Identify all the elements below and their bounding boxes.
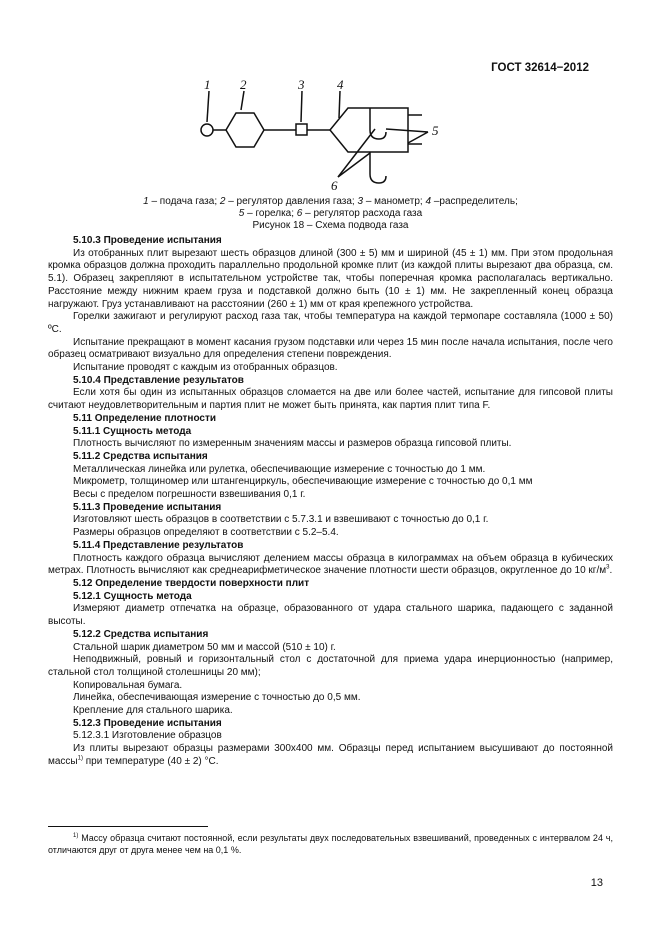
label-1: 1 xyxy=(204,78,211,92)
paragraph: Из плиты вырезают образцы размерами 300x400 мм. Образцы перед испытанием высушивают до постоянной массы$^{1)}$ при температуре (40 ± 2) °С. xyxy=(48,743,613,767)
section-heading: 5.12.2 Средства испытания xyxy=(73,628,209,640)
label-5: 5 xyxy=(432,123,439,138)
subsection-title: 5.12.3.1 Изготовление образцов xyxy=(73,730,222,742)
section-heading: 5.11.4 Представление результатов xyxy=(73,539,244,551)
paragraph: Неподвижный, ровный и горизонтальный стол с достаточной для приема удара инерционностью (например, стальной стол толщиной столешницы 20 мм); xyxy=(48,654,613,678)
list-item: Весы с пределом погрешности взвешивания 0,1 г. xyxy=(73,489,306,501)
section-heading: 5.10.3 Проведение испытания xyxy=(73,235,222,246)
section-heading: 5.12.3 Проведение испытания xyxy=(73,717,222,729)
gas-supply-symbol xyxy=(201,124,213,136)
paragraph: Плотность каждого образца вычисляют делением массы образца в килограммах на объем образца в кубических метрах. Плотность вычисляют как среднеарифметическое значение плотности шести образцов, округленное до 10 $кг/м^3$. xyxy=(48,552,613,577)
list-item: Стальной шарик диаметром 50 мм и массой (510 ± 10) г. xyxy=(73,641,336,653)
footnote-separator xyxy=(48,826,208,827)
section-heading: 5.10.4 Представление результатов xyxy=(73,374,244,386)
label-5-leader-a xyxy=(386,129,428,132)
footnote-text: Массу образца считают постоянной, если результаты двух последовательных взвешиваний, проведенных с интервалом 24 ч, отличаются друг от друга менее чем на 0,1 %. xyxy=(48,833,613,855)
footnote xyxy=(48,832,613,856)
label-1-leader xyxy=(207,91,209,122)
section-heading: 5.11.3 Проведение испытания xyxy=(73,501,222,513)
label-5-leader-b xyxy=(408,132,428,143)
burner-upper xyxy=(370,108,386,139)
paragraph: Плотность вычисляют по измеренным значениям массы и размеров образца гипсовой плиты. xyxy=(73,438,512,450)
paragraph: Из отобранных плит вырезают шесть образцов длиной (300 ± 5) мм и шириной (45 ± 1) мм. При этом продольная кромка образцов должна проходить параллельно продольной кромке плит (из каждой плиты вырезают два образца, см. 5.1). Образец закрепляют в испытательном устройстве так, чтобы поперечная кромка располагалась вертикально. Расстояние между нижним краем груза и подставкой должно быть (10 ± 1) мм. Не закрепленный конец образца нагружают. Груз устанавливают на расстоянии (260 ± 1) мм от края крепежного устройства. xyxy=(48,247,613,310)
list-item: Крепление для стального шарика. xyxy=(73,705,233,717)
burner-lower xyxy=(370,152,386,183)
list-item: Линейка, обеспечивающая измерение с точностью до 0,5 мм. xyxy=(73,692,361,704)
label-2: 2 xyxy=(240,78,247,92)
footnote-mark: 1) xyxy=(73,833,79,839)
manometer-symbol xyxy=(296,124,307,135)
label-6: 6 xyxy=(331,178,338,193)
label-3-leader xyxy=(301,91,302,122)
paragraph: Испытание прекращают в момент касания грузом подставки или через 15 мин после начала испытания, после чего образец осматривают визуально для определения степени повреждения. xyxy=(48,336,613,361)
paragraph: Испытание проводят с каждым из отобранных образцов. xyxy=(73,362,338,374)
section-heading: 5.12.1 Сущность метода xyxy=(73,590,192,602)
page-number: 13 xyxy=(590,877,603,889)
document-body xyxy=(48,235,613,769)
figure-caption: Рисунок 18 – Схема подвода газа xyxy=(252,220,409,231)
list-item: Микрометр, толщиномер или штангенциркуль, обеспечивающие измерение с точностью до 0,1 мм xyxy=(73,476,533,488)
figure-legend-line-2: 5 – горелка; 6 – регулятор расхода газа xyxy=(238,208,423,219)
paragraph: Измеряют диаметр отпечатка на образце, образованного от удара стального шарика, падающего с заданной высоты. xyxy=(48,603,613,628)
label-3: 3 xyxy=(298,78,305,92)
figure-legend-line-1: 1 – подача газа; 2 – регулятор давления газа; 3 – манометр; 4 –распределитель; xyxy=(143,196,518,207)
list-item: Копировальная бумага. xyxy=(73,679,183,691)
label-4: 4 xyxy=(337,78,344,92)
label-4-leader xyxy=(339,91,340,118)
list-item: Изготовляют шесть образцов в соответствии с 5.7.3.1 и взвешивают с точностью до 0,1 г. xyxy=(73,514,489,526)
section-heading: 5.11.1 Сущность метода xyxy=(73,425,192,437)
gas-supply-diagram xyxy=(190,78,460,198)
paragraph: Если хотя бы один из испытанных образцов сломается на две или более частей, испытание для гипсовой плиты считают неудовлетворительным и партия плит не может быть принята, как партия плит типа F. xyxy=(48,387,613,412)
section-heading: 5.11 Определение плотности xyxy=(73,412,217,424)
list-item: Металлическая линейка или рулетка, обеспечивающие измерение с точностью до 1 мм. xyxy=(73,463,486,475)
document-code: ГОСТ 32614−2012 xyxy=(491,62,589,74)
list-item: Размеры образцов определяют в соответствии с 5.2–5.4. xyxy=(73,527,339,539)
label-2-leader xyxy=(241,91,244,110)
section-heading: 5.11.2 Средства испытания xyxy=(73,450,208,462)
section-heading: 5.12 Определение твердости поверхности плит xyxy=(73,577,310,589)
paragraph: Горелки зажигают и регулируют расход газа так, чтобы температура на каждой термопаре составляла (1000 ± 50) ºС. xyxy=(48,311,613,335)
pressure-regulator-symbol xyxy=(226,113,264,147)
